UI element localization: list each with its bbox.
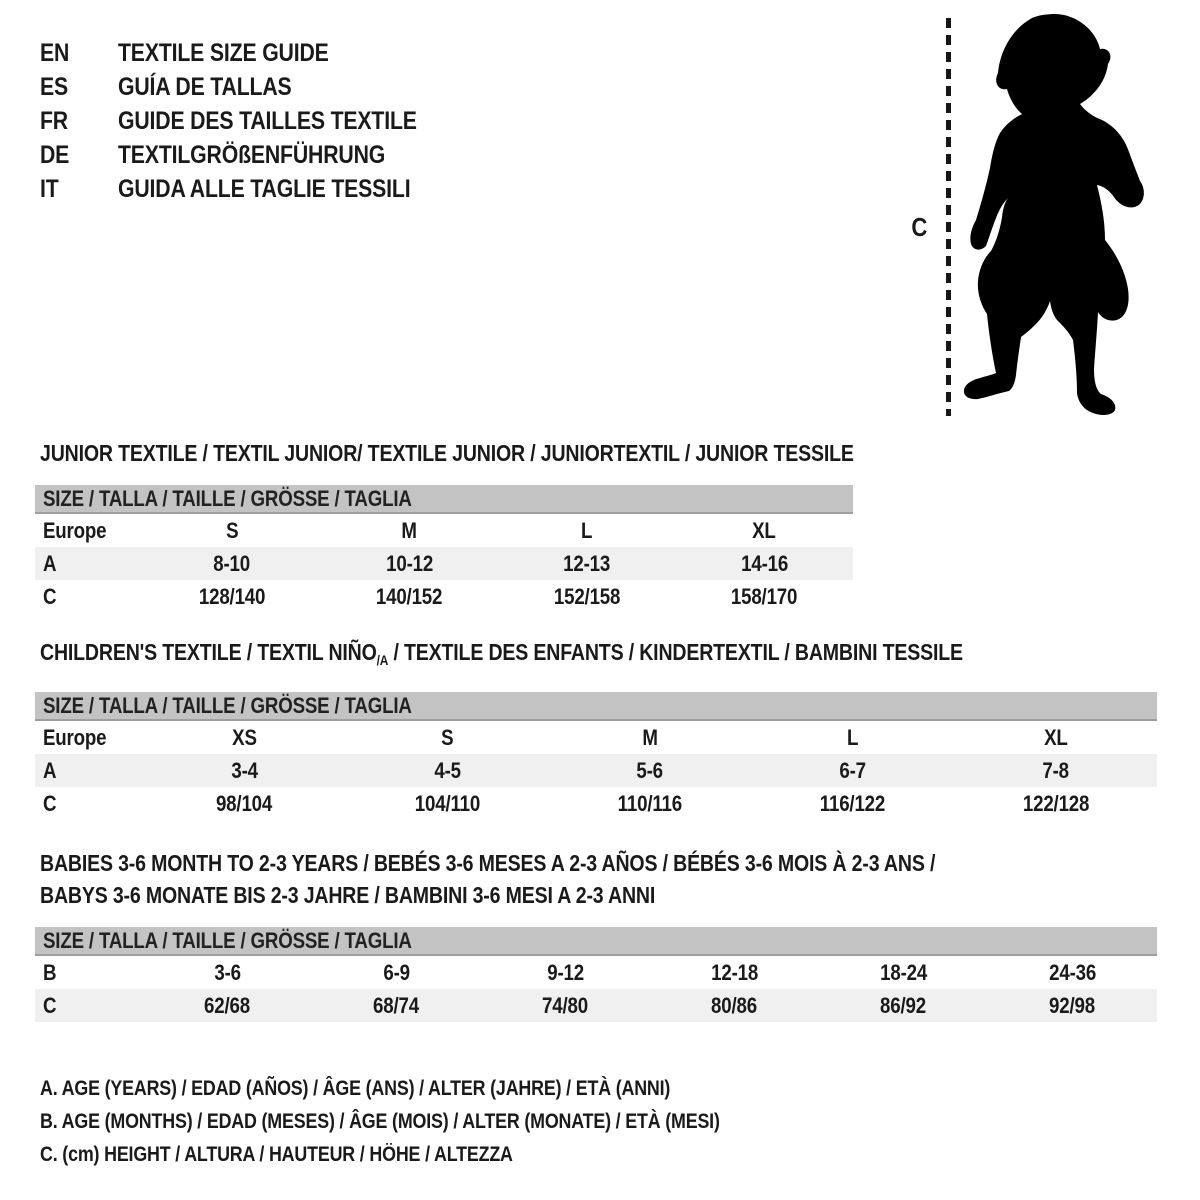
language-code: IT xyxy=(40,174,59,203)
language-row xyxy=(40,172,470,206)
language-row xyxy=(40,104,470,138)
size-value-cell: 18-24 xyxy=(880,959,927,985)
size-value-cell: 7-8 xyxy=(1042,757,1069,783)
size-header-bar: SIZE / TALLA / TAILLE / GRÖSSE / TAGLIA xyxy=(35,692,1157,721)
height-dashed-line xyxy=(946,18,951,416)
language-code: DE xyxy=(40,140,70,169)
size-value-cell: 98/104 xyxy=(216,790,273,816)
size-header-bar: SIZE / TALLA / TAILLE / GRÖSSE / TAGLIA xyxy=(35,485,853,514)
children-size-table xyxy=(35,692,1157,820)
table-row xyxy=(35,580,853,613)
section-title-babies-line2: BABYS 3-6 MONATE BIS 2-3 JAHRE / BAMBINI 3-6 MESI A 2-3 ANNI xyxy=(40,882,656,908)
size-value-cell: 3-6 xyxy=(214,959,241,985)
table-row xyxy=(35,787,1157,820)
size-value-cell: 80/86 xyxy=(711,992,758,1018)
size-value-cell: 4-5 xyxy=(433,757,461,783)
size-value-cell: 92/98 xyxy=(1049,992,1096,1018)
size-value-cell: M xyxy=(642,724,658,750)
size-value-cell: 152/158 xyxy=(553,583,620,609)
language-title: GUIDA ALLE TAGLIE TESSILI xyxy=(118,174,411,203)
size-value-cell: 8-10 xyxy=(213,550,251,576)
size-value-cell: 104/110 xyxy=(414,790,480,816)
table-row xyxy=(35,989,1157,1022)
height-measure-label: C xyxy=(911,212,928,242)
size-value-cell: 24-36 xyxy=(1049,959,1096,985)
legend-line-b: B. AGE (MONTHS) / EDAD (MESES) / ÂGE (MOIS) / ALTER (MONATE) / ETÀ (MESI) xyxy=(40,1109,720,1133)
size-value-cell: 9-12 xyxy=(547,959,584,985)
size-value-cell: 6-9 xyxy=(383,959,410,985)
language-code: FR xyxy=(40,106,68,135)
size-value-cell: 68/74 xyxy=(373,992,420,1018)
language-row xyxy=(40,70,470,104)
size-value-cell: 110/116 xyxy=(617,790,683,816)
size-value-cell: 12-13 xyxy=(563,550,611,576)
row-label: C xyxy=(43,992,57,1018)
table-row xyxy=(35,547,853,580)
size-value-cell: 12-18 xyxy=(711,959,758,985)
legend-line-a: A. AGE (YEARS) / EDAD (AÑOS) / ÂGE (ANS) / ALTER (JAHRE) / ETÀ (ANNI) xyxy=(40,1076,671,1100)
table-row xyxy=(35,754,1157,787)
row-label: A xyxy=(43,757,57,783)
language-code: ES xyxy=(40,72,69,101)
row-label: C xyxy=(43,790,57,816)
size-value-cell: 122/128 xyxy=(1022,790,1089,816)
junior-size-table xyxy=(35,485,853,613)
language-title-list xyxy=(40,36,470,206)
size-value-cell: 6-7 xyxy=(839,757,867,783)
size-value-cell: 128/140 xyxy=(198,583,265,609)
size-value-cell: 74/80 xyxy=(542,992,589,1018)
size-header-bar: SIZE / TALLA / TAILLE / GRÖSSE / TAGLIA xyxy=(35,927,1157,956)
size-value-cell: 86/92 xyxy=(880,992,927,1018)
size-value-cell: 158/170 xyxy=(731,583,798,609)
size-value-cell: XL xyxy=(752,517,777,543)
section-title-children: CHILDREN'S TEXTILE / TEXTIL $NIÑO_{/A}$ / TEXTILE DES ENFANTS / KINDERTEXTIL / BAMBINI TESSILE xyxy=(40,639,963,668)
size-value-cell: S xyxy=(441,724,454,750)
size-value-cell: L xyxy=(581,517,593,543)
size-value-cell: S xyxy=(225,517,238,543)
toddler-silhouette-icon xyxy=(958,12,1150,416)
legend-line-c: C. (cm) HEIGHT / ALTURA / HAUTEUR / HÖHE / ALTEZZA xyxy=(40,1142,513,1166)
size-value-cell: 5-6 xyxy=(636,757,664,783)
size-value-cell: L xyxy=(847,724,859,750)
measurement-legend xyxy=(40,1072,840,1171)
row-label: Europe xyxy=(43,517,107,543)
language-row xyxy=(40,138,470,172)
language-title: TEXTILE SIZE GUIDE xyxy=(118,38,329,67)
row-label: B xyxy=(43,959,57,985)
language-row xyxy=(40,36,470,70)
size-value-cell: 116/122 xyxy=(820,790,886,816)
section-title-babies: BABIES 3-6 MONTH TO 2-3 YEARS / BEBÉS 3-6 MESES A 2-3 AÑOS / BÉBÉS 3-6 MOIS À 2-3 ANS / xyxy=(40,850,936,876)
table-row xyxy=(35,721,1157,754)
language-code: EN xyxy=(40,38,70,67)
size-value-cell: 3-4 xyxy=(231,757,258,783)
language-title: TEXTILGRÖßENFÜHRUNG xyxy=(118,140,386,169)
row-label: A xyxy=(43,550,57,576)
size-value-cell: 10-12 xyxy=(385,550,433,576)
language-title: GUÍA DE TALLAS xyxy=(118,72,292,101)
babies-size-table xyxy=(35,927,1157,1022)
size-value-cell: 62/68 xyxy=(204,992,251,1018)
section-title-junior: JUNIOR TEXTILE / TEXTIL JUNIOR/ TEXTILE JUNIOR / JUNIORTEXTIL / JUNIOR TESSILE xyxy=(40,440,854,466)
size-value-cell: 14-16 xyxy=(740,550,788,576)
row-label: Europe xyxy=(43,724,107,750)
table-row xyxy=(35,956,1157,989)
size-value-cell: XL xyxy=(1043,724,1068,750)
table-row xyxy=(35,514,853,547)
size-value-cell: 140/152 xyxy=(376,583,443,609)
language-title: GUIDE DES TAILLES TEXTILE xyxy=(118,106,417,135)
size-value-cell: XS xyxy=(232,724,257,750)
size-value-cell: M xyxy=(401,517,417,543)
row-label: C xyxy=(43,583,57,609)
